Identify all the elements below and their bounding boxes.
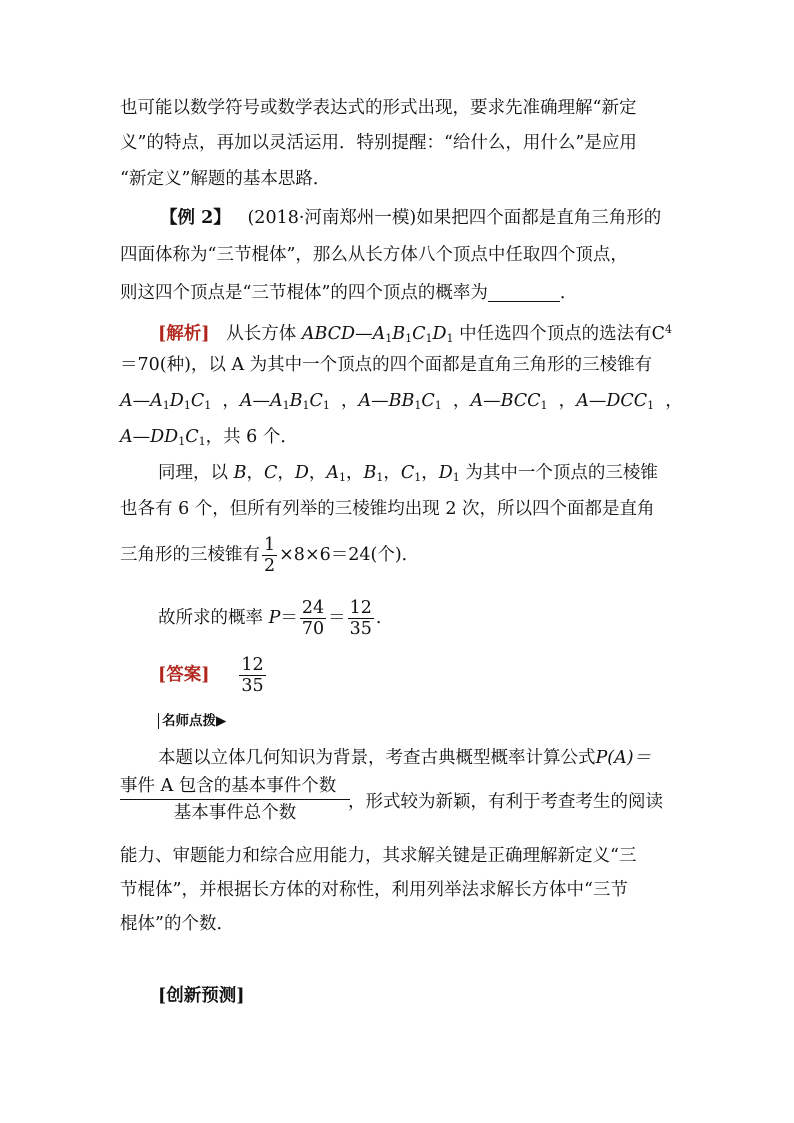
intro-line-3: “新定义”解题的基本思路． — [120, 169, 331, 189]
answer-fraction: $\frac{12}{35}$ — [241, 655, 264, 696]
analysis-line-1: [解析] 从长方体 $ABCD—A_1B_1C_1D_1$ 中任选四个顶点的选法有$C^4$ — [158, 323, 672, 345]
probability-line: 故所求的概率 P＝ $\frac{24}{70}$ ＝ $\frac{12}{35}$ . — [158, 598, 382, 639]
analysis-line-4: $A—DD_1C_1$，共 6 个． — [120, 427, 298, 448]
intro-line-2: 义”的特点，再加以灵活运用．特别提醒：“给什么，用什么”是应用 — [120, 133, 637, 153]
example-line-2: 四面体称为“三节棍体”，那么从长方体八个顶点中任取四个顶点， — [120, 245, 628, 265]
fraction-24-70: $\frac{24}{70}$ — [301, 598, 325, 639]
analysis-line-2: ＝70(种)，以 A 为其中一个顶点的四个面都是直角三角形的三棱锥有 — [120, 355, 653, 375]
teacher-line-5: 棍体”的个数． — [120, 914, 234, 934]
teacher-line-2: ，形式较为新颖，有利于考查考生的阅读 — [348, 792, 663, 812]
fraction-half: $\frac{1}{2}$ — [264, 535, 276, 576]
answer-blank — [488, 283, 560, 302]
example-tag: 【例 2】 — [160, 208, 231, 228]
example-line-1 — [160, 206, 661, 230]
fraction-12-35: $\frac{12}{35}$ — [349, 598, 372, 639]
intro-line-1: 也可能以数学符号或数学表达式的形式出现，要求先准确理解“新定 — [120, 98, 637, 118]
analysis-line-3: $A—A_1D_1C_1$ ，$A—A_1B_1C_1$ ，$A—BB_1C_1$ ，$A—BCC_1$ ，$A—DCC_1$ ， — [120, 391, 683, 412]
teacher-note-marker: 名师点拨▶ — [158, 713, 226, 729]
teacher-line-4: 节棍体”，并根据长方体的对称性，利用列举法求解长方体中“三节 — [120, 880, 628, 900]
answer-line — [158, 655, 268, 696]
answer-tag: [答案] — [158, 665, 210, 685]
event-fraction: 事件 A 包含的基本事件个数 基本事件总个数 — [120, 773, 350, 826]
analysis-p2-line-1: 同理，以 B，C，D，$A_1$，$B_1$，$C_1$，$D_1$ 为其中一个顶点的三棱锥 — [158, 463, 658, 484]
teacher-line-3: 能力、审题能力和综合应用能力，其求解关键是正确理解新定义“三 — [120, 846, 637, 866]
example-source: (2018·河南郑州一模) — [247, 208, 417, 228]
example-text-1: 如果把四个面都是直角三角形的 — [416, 208, 662, 228]
teacher-line-1: 本题以立体几何知识为背景，考查古典概型概率计算公式P(A)＝ — [158, 748, 652, 768]
example-line-3: 则这四个顶点是“三节棍体”的四个顶点的概率为 ． — [120, 283, 578, 303]
example-text-3: 则这四个顶点是“三节棍体”的四个顶点的概率为 — [120, 283, 488, 303]
analysis-p2-line-2: 也各有 6 个，但所有列举的三棱锥均出现 2 次，所以四个面都是直角 — [120, 499, 655, 519]
analysis-p2-line-3: 三角形的三棱锥有 $\frac{1}{2}$ ×8×6＝24(个)． — [120, 535, 420, 576]
section-heading-innovation: [创新预测] — [158, 986, 245, 1006]
analysis-tag: [解析] — [158, 324, 210, 344]
